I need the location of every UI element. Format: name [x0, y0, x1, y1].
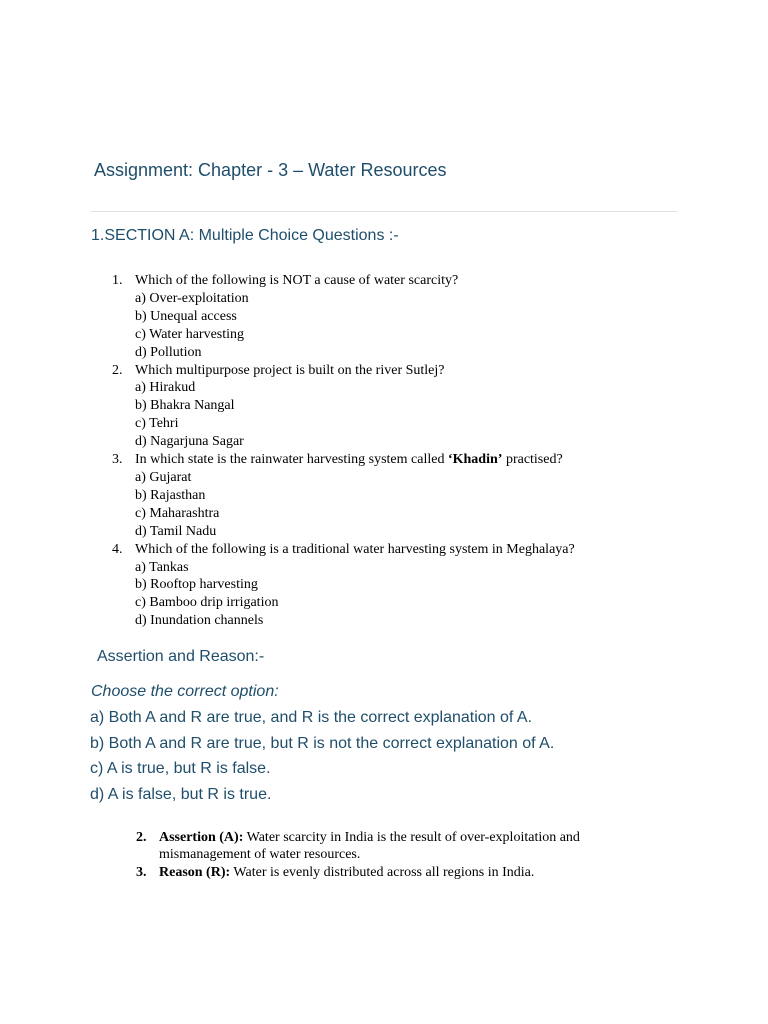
question-option: c) Tehri [135, 416, 179, 432]
question-text [135, 451, 563, 469]
section-a-heading: 1.SECTION A: Multiple Choice Questions :- [91, 227, 399, 244]
mcq-list [112, 272, 575, 630]
question-option: b) Rajasthan [135, 487, 206, 503]
question-item [112, 272, 575, 362]
question-option: d) Pollution [135, 344, 202, 360]
statement-item [136, 829, 636, 864]
question-text: Which multipurpose project is built on the river Sutlej? [135, 362, 445, 378]
question-option: c) Bamboo drip irrigation [135, 595, 279, 611]
question-option: a) Over-exploitation [135, 290, 249, 306]
question-number: 3. [112, 452, 123, 468]
question-option: a) Gujarat [135, 469, 192, 485]
question-option: a) Tankas [135, 559, 189, 575]
statement-label: Assertion (A): [159, 830, 244, 845]
question-option: a) Hirakud [135, 380, 196, 396]
question-option: c) Water harvesting [135, 326, 245, 342]
statement-body: Water scarcity in India is the result of over-exploitation and mismanagement of water resources. [159, 830, 580, 863]
question-number: 2. [112, 362, 123, 378]
question-text: Which of the following is NOT a cause of water scarcity? [135, 273, 459, 288]
document-title: Assignment: Chapter - 3 – Water Resources [94, 160, 447, 180]
question-number: 4. [112, 541, 123, 557]
statement-label: Reason (R): [159, 864, 231, 880]
statement-body: Water is evenly distributed across all regions in India. [230, 864, 535, 880]
statement-number: 3. [136, 864, 147, 880]
title-divider [91, 211, 678, 212]
question-option: b) Unequal access [135, 308, 237, 324]
question-item [112, 541, 575, 631]
statement-text [159, 829, 636, 864]
question-text-part: practised? [502, 452, 563, 468]
question-option: b) Rooftop harvesting [135, 577, 258, 593]
question-option: d) Inundation channels [135, 613, 264, 629]
statement-text [159, 864, 534, 881]
assertion-reason-option: d) A is false, but R is true. [90, 786, 272, 803]
question-item [112, 451, 575, 541]
assertion-reason-option: a) Both A and R are true, and R is the correct explanation of A. [90, 709, 533, 726]
question-number: 1. [112, 273, 123, 288]
statement-number: 2. [136, 830, 147, 845]
question-text-emphasis: ‘Khadin’ [447, 452, 503, 468]
question-option: b) Bhakra Nangal [135, 398, 235, 414]
assertion-reason-instruction: Choose the correct option: [91, 683, 279, 700]
assertion-reason-statements [136, 829, 636, 881]
assertion-reason-option: b) Both A and R are true, but R is not the correct explanation of A. [90, 735, 555, 752]
question-option: d) Nagarjuna Sagar [135, 434, 244, 450]
question-option: c) Maharashtra [135, 505, 220, 521]
assertion-reason-option: c) A is true, but R is false. [90, 760, 271, 777]
assertion-reason-heading: Assertion and Reason:- [97, 648, 265, 665]
question-option: d) Tamil Nadu [135, 523, 217, 539]
statement-item [136, 864, 636, 881]
question-text: Which of the following is a traditional water harvesting system in Meghalaya? [135, 541, 575, 557]
question-text-part: In which state is the rainwater harvesting system called [135, 452, 448, 468]
question-item [112, 362, 575, 452]
